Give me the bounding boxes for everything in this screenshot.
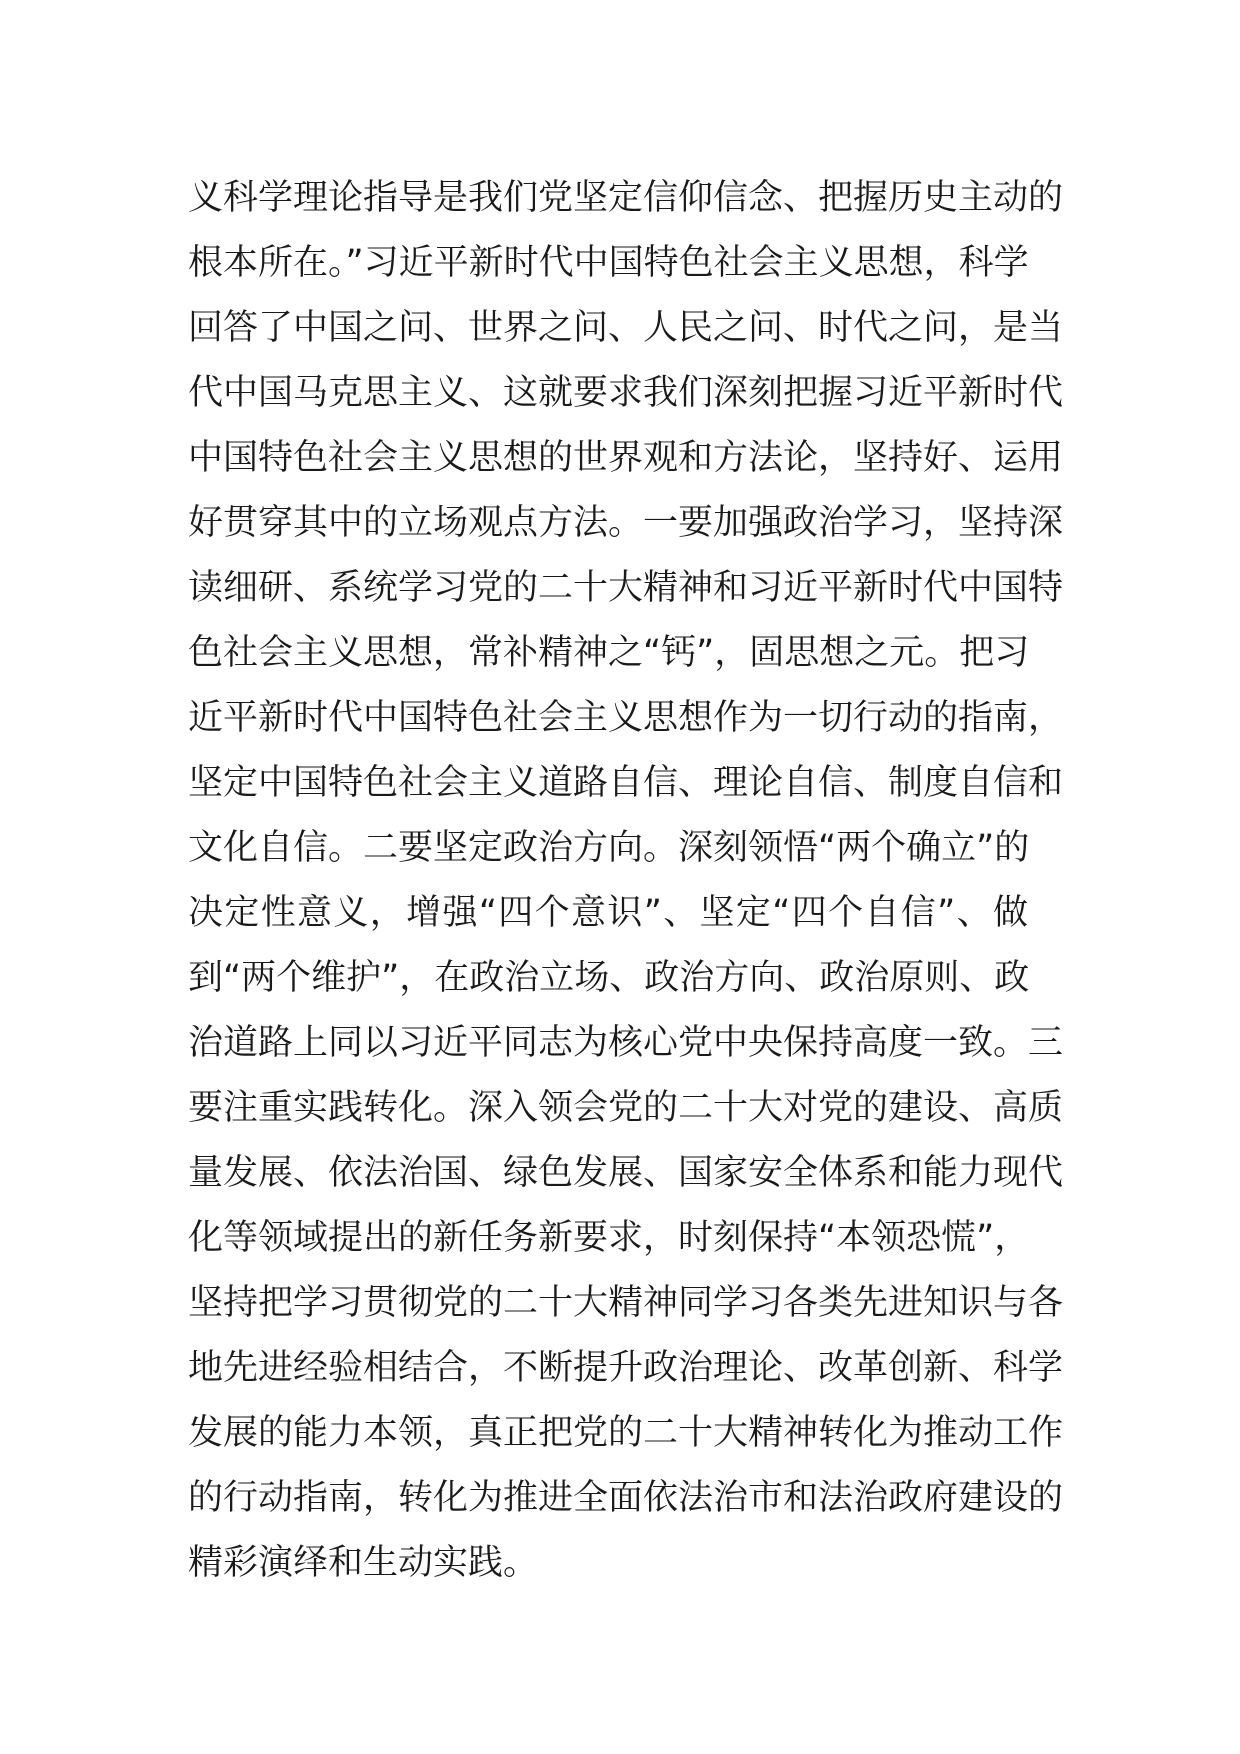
text-line: 发展的能力本领，真正把党的二十大精神转化为推动工作 (188, 1413, 1064, 1453)
text-line: 量发展、依法治国、绿色发展、国家安全体系和能力现代 (188, 1153, 1064, 1193)
text-line: 精彩演绎和生动实践。 (188, 1543, 539, 1583)
text-line: 色社会主义思想，常补精神之“钙”，固思想之元。把习 (188, 633, 1030, 673)
text-line: 义科学理论指导是我们党坚定信仰信念、把握历史主动的 (188, 178, 1064, 218)
text-line: 近平新时代中国特色社会主义思想作为一切行动的指南， (188, 698, 1064, 738)
text-line: 决定性意义，增强“四个意识”、坚定“四个自信”、做 (188, 893, 1028, 933)
text-line: 的行动指南，转化为推进全面依法治市和法治政府建设的 (188, 1478, 1064, 1518)
text-line: 代中国马克思主义、这就要求我们深刻把握习近平新时代 (188, 373, 1064, 413)
body-paragraph (188, 166, 1064, 1596)
text-line: 坚定中国特色社会主义道路自信、理论自信、制度自信和 (188, 763, 1064, 803)
text-line: 坚持把学习贯彻党的二十大精神同学习各类先进知识与各 (188, 1283, 1064, 1323)
text-line: 好贯穿其中的立场观点方法。一要加强政治学习，坚持深 (188, 503, 1064, 543)
text-line: 根本所在。”习近平新时代中国特色社会主义思想，科学 (188, 243, 1029, 283)
text-line: 地先进经验相结合，不断提升政治理论、改革创新、科学 (188, 1348, 1064, 1388)
text-line: 化等领域提出的新任务新要求，时刻保持“本领恐慌”， (188, 1218, 1030, 1258)
text-line: 到“两个维护”，在政治立场、政治方向、政治原则、政 (188, 958, 1030, 998)
text-line: 文化自信。二要坚定政治方向。深刻领悟“两个确立”的 (188, 828, 1030, 868)
text-line: 回答了中国之问、世界之问、人民之问、时代之问，是当 (188, 308, 1064, 348)
text-line: 要注重实践转化。深入领会党的二十大对党的建设、高质 (188, 1088, 1064, 1128)
text-line: 治道路上同以习近平同志为核心党中央保持高度一致。三 (188, 1023, 1064, 1063)
text-line: 读细研、系统学习党的二十大精神和习近平新时代中国特 (188, 568, 1064, 608)
text-line: 中国特色社会主义思想的世界观和方法论，坚持好、运用 (188, 438, 1064, 478)
